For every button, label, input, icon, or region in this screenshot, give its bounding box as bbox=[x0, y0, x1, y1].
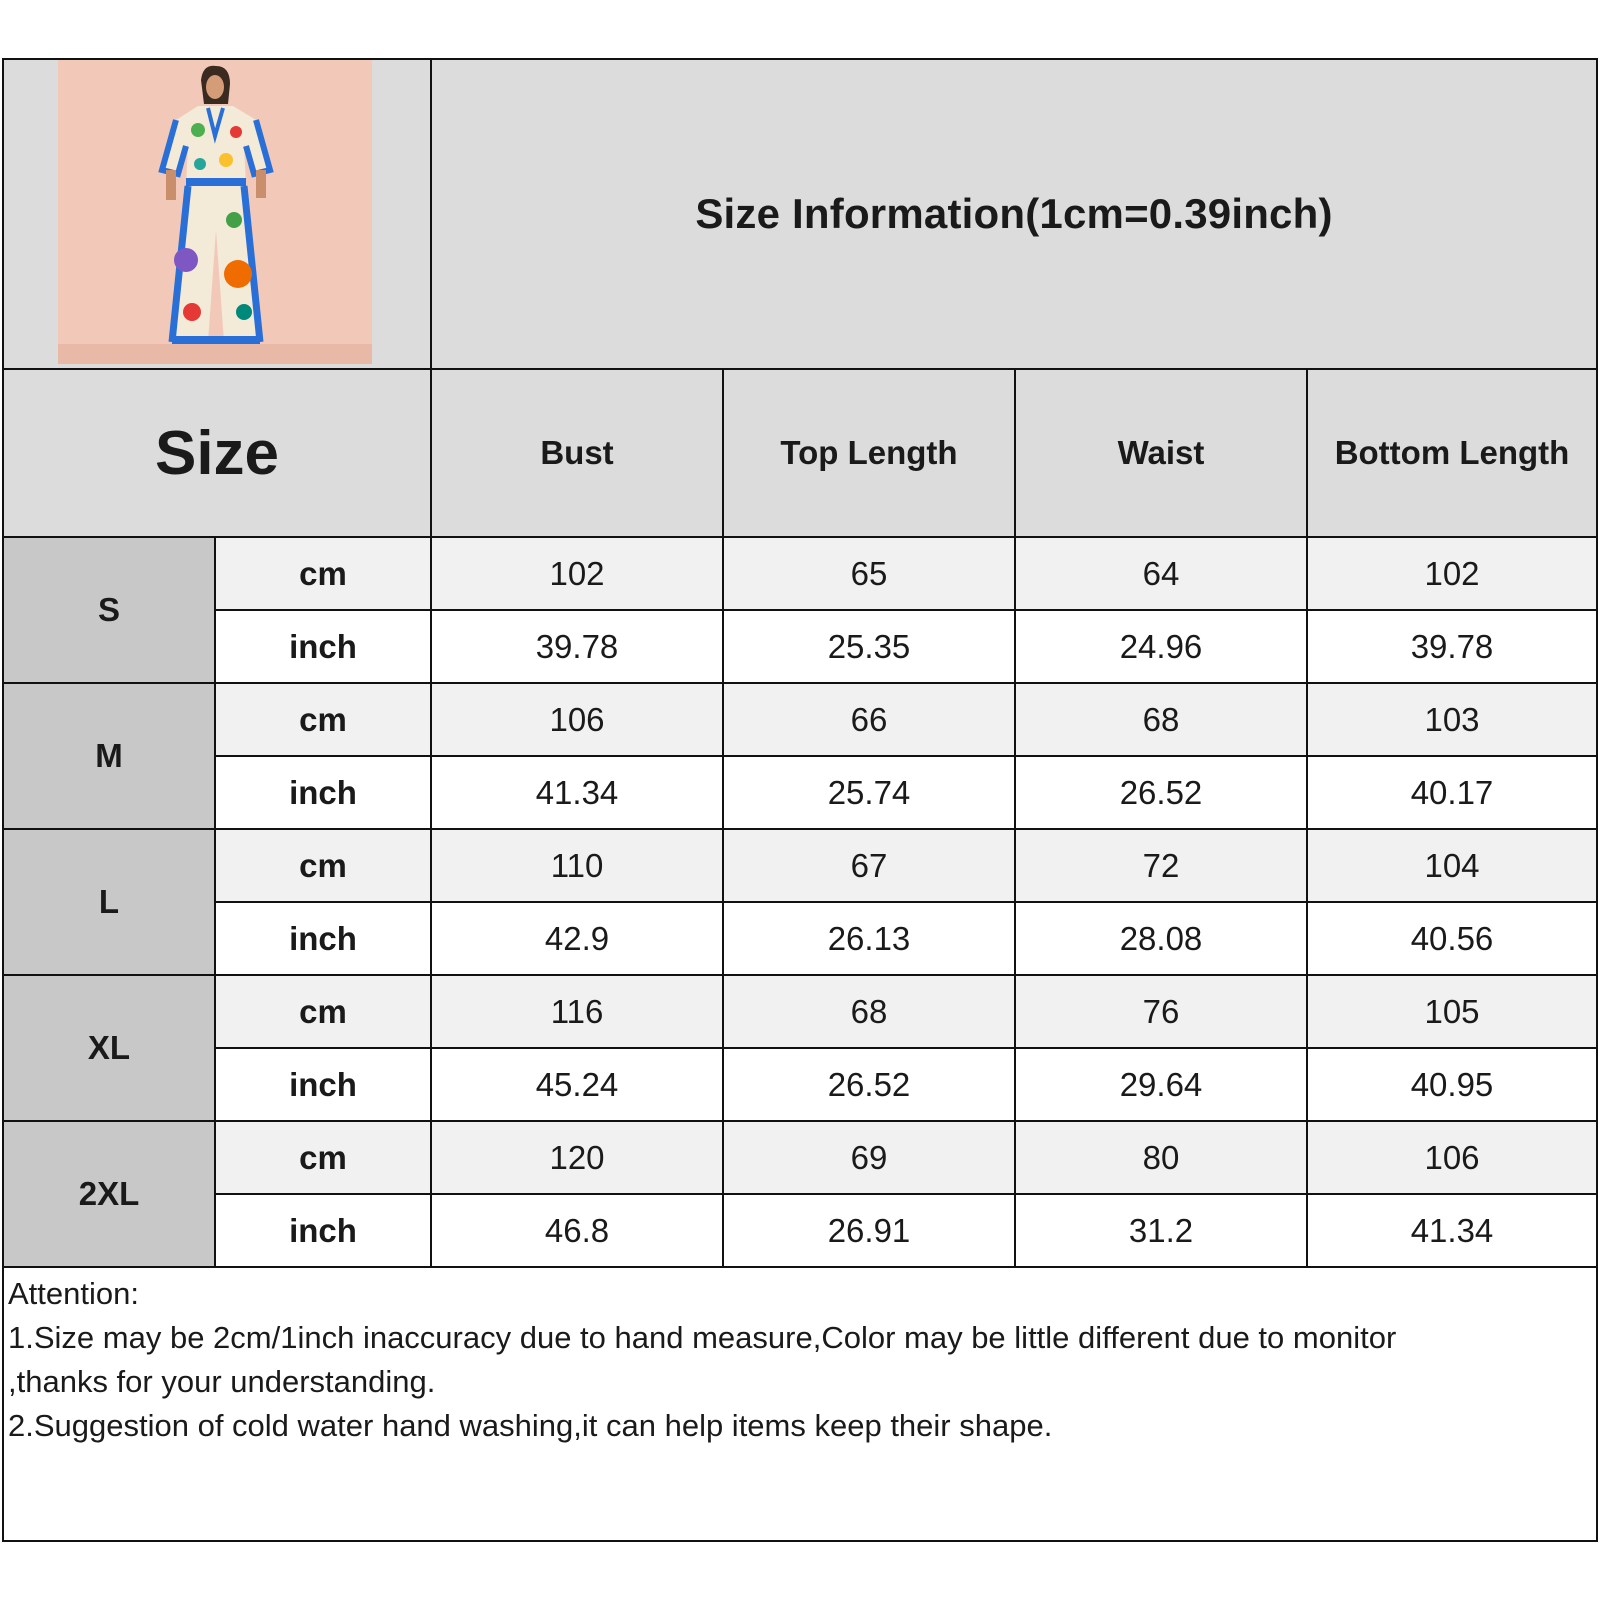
divider bbox=[722, 368, 724, 1268]
cell-value: 103 bbox=[1424, 700, 1480, 738]
cell-value: 67 bbox=[850, 846, 888, 884]
divider bbox=[2, 536, 1598, 538]
unit-label: cm bbox=[299, 846, 347, 884]
divider bbox=[430, 58, 432, 1268]
cell-value: 110 bbox=[550, 846, 604, 884]
cell-value: 41.34 bbox=[535, 773, 619, 811]
cell-value: 41.34 bbox=[1410, 1211, 1494, 1249]
cell-value: 45.24 bbox=[535, 1065, 619, 1103]
page-title: Size Information(1cm=0.39inch) bbox=[695, 190, 1333, 237]
cell-value: 105 bbox=[1424, 992, 1480, 1030]
column-header-label: Top Length bbox=[780, 434, 958, 471]
unit-label: cm bbox=[299, 700, 347, 738]
note-line: 2.Suggestion of cold water hand washing,it can help items keep their shape. bbox=[8, 1408, 1053, 1443]
column-header-label: Waist bbox=[1117, 434, 1205, 471]
divider bbox=[214, 609, 1598, 611]
cell-value: 26.52 bbox=[1119, 773, 1203, 811]
size-label: L bbox=[98, 883, 120, 920]
cell-value: 31.2 bbox=[1128, 1211, 1194, 1249]
cell-value: 26.13 bbox=[827, 919, 911, 957]
cell-value: 26.91 bbox=[827, 1211, 911, 1249]
divider bbox=[214, 901, 1598, 903]
column-header-label: Bottom Length bbox=[1334, 434, 1570, 471]
divider bbox=[2, 368, 1598, 370]
unit-label: cm bbox=[299, 554, 347, 592]
size-label: XL bbox=[87, 1029, 131, 1066]
size-header-label: Size bbox=[154, 418, 280, 488]
unit-label: inch bbox=[289, 919, 357, 957]
cell-value: 68 bbox=[850, 992, 888, 1030]
divider bbox=[214, 1193, 1598, 1195]
cell-value: 25.74 bbox=[827, 773, 911, 811]
cell-value: 28.08 bbox=[1119, 919, 1203, 957]
cell-value: 102 bbox=[549, 554, 605, 592]
divider bbox=[2, 682, 1598, 684]
divider bbox=[2, 1120, 1598, 1122]
note-line: 1.Size may be 2cm/1inch inaccuracy due to hand measure,Color may be little different due to monitor bbox=[8, 1320, 1397, 1355]
divider bbox=[214, 536, 216, 1268]
cell-value: 80 bbox=[1142, 1138, 1180, 1176]
cell-value: 46.8 bbox=[544, 1211, 610, 1249]
cell-value: 42.9 bbox=[544, 919, 610, 957]
cell-value: 104 bbox=[1424, 846, 1480, 884]
size-label: 2XL bbox=[78, 1175, 140, 1212]
column-header-label: Bust bbox=[540, 434, 614, 471]
cell-value: 76 bbox=[1142, 992, 1180, 1030]
cell-value: 64 bbox=[1142, 554, 1180, 592]
cell-value: 68 bbox=[1142, 700, 1180, 738]
cell-value: 106 bbox=[1424, 1138, 1480, 1176]
attention-notes bbox=[8, 1272, 1588, 1448]
cell-value: 120 bbox=[549, 1138, 605, 1176]
cell-value: 39.78 bbox=[1410, 627, 1494, 665]
cell-value: 66 bbox=[850, 700, 888, 738]
cell-value: 102 bbox=[1424, 554, 1480, 592]
unit-label: cm bbox=[299, 1138, 347, 1176]
cell-value: 25.35 bbox=[827, 627, 911, 665]
cell-value: 40.17 bbox=[1410, 773, 1494, 811]
unit-label: cm bbox=[299, 992, 347, 1030]
divider bbox=[2, 974, 1598, 976]
divider bbox=[1306, 368, 1308, 1268]
cell-value: 65 bbox=[850, 554, 888, 592]
cell-value: 29.64 bbox=[1119, 1065, 1203, 1103]
cell-value: 106 bbox=[549, 700, 605, 738]
cell-value: 116 bbox=[550, 992, 604, 1030]
notes-heading: Attention: bbox=[8, 1276, 139, 1311]
cell-value: 72 bbox=[1142, 846, 1180, 884]
divider bbox=[214, 755, 1598, 757]
cell-value: 69 bbox=[850, 1138, 888, 1176]
unit-label: inch bbox=[289, 1211, 357, 1249]
cell-value: 40.95 bbox=[1410, 1065, 1494, 1103]
cell-value: 40.56 bbox=[1410, 919, 1494, 957]
unit-label: inch bbox=[289, 627, 357, 665]
size-label: S bbox=[97, 591, 120, 628]
cell-value: 24.96 bbox=[1119, 627, 1203, 665]
divider bbox=[2, 828, 1598, 830]
note-line: ,thanks for your understanding. bbox=[8, 1364, 436, 1399]
size-label: M bbox=[95, 737, 123, 774]
divider bbox=[214, 1047, 1598, 1049]
cell-value: 26.52 bbox=[827, 1065, 911, 1103]
divider bbox=[2, 1266, 1598, 1268]
unit-label: inch bbox=[289, 1065, 357, 1103]
unit-label: inch bbox=[289, 773, 357, 811]
cell-value: 39.78 bbox=[535, 627, 619, 665]
divider bbox=[1014, 368, 1016, 1268]
